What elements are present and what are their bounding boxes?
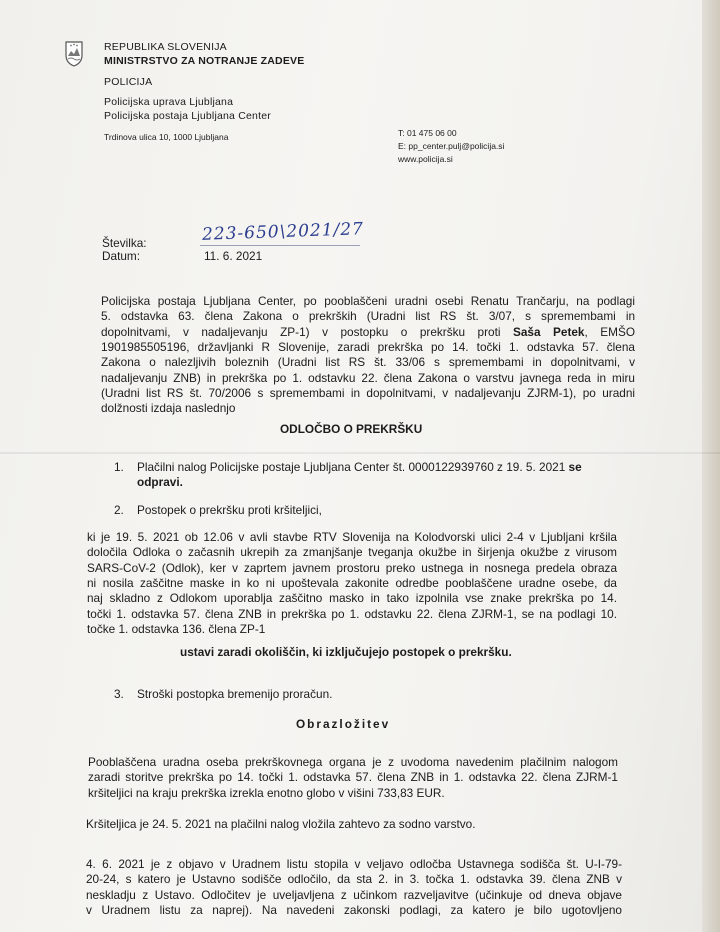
para1-lines-line: zaradi storitve prekrška po 14. točki 1. odstavka 57. člena ZNB in 1. odstavka 22. člena ZJRM-1 <box>88 770 618 785</box>
intro-lines-line: dopolnitvami, v nadaljevanju ZP-1) v postopku o prekršku proti Saša Petek, EMŠO <box>101 324 635 339</box>
reasoning-paragraph-2: Kršiteljica je 24. 5. 2021 na plačilni nalog vložila zahtevo za sodno varstvo. <box>86 817 476 831</box>
header-directorate: Policijska uprava Ljubljana <box>104 96 234 108</box>
number-label: Številka: <box>102 236 147 250</box>
item2-lines-line: naj skladno z Odlokom uporablja zaščitno masko in tako izpolnila vse znake prekrška po 14. <box>87 591 617 606</box>
header-email: E: pp_center.pulj@policija.si <box>398 141 505 151</box>
page-edge <box>702 0 720 932</box>
item3-text: Stroški postopka bremenijo proračun. <box>137 687 333 701</box>
item1-text <box>137 460 582 475</box>
item2-lines-line: točki 1. odstavka 57. člena ZNB in prekrška po 1. odstavku 22. člena ZJRM-1, se na podlagi 10. <box>87 606 617 621</box>
header-station: Policijska postaja Ljubljana Center <box>104 110 271 122</box>
number-value-handwritten: 223-650\2021/27 <box>201 219 365 245</box>
paper-fold <box>0 452 720 454</box>
para3-lines-line: v Uradnem listu za naprej). Na navedeni zakonski podlagi, za katero je bilo ugotovljeno <box>86 902 622 917</box>
item2-lines-line: SARS-CoV-2 (Odlok), ker v zaprtem javnem prostoru preko ustnega in nosnega predela obraza <box>87 560 617 575</box>
intro-lines-line: Zakona o nalezljivih boleznih (Uradni list RS št. 33/06 s spremembami in dopolnitvami, v <box>101 355 635 370</box>
item1-number: 1. <box>114 460 124 474</box>
item2-conclusion: ustavi zaradi okoliščin, ki izključujejo postopek o prekršku. <box>180 645 512 659</box>
intro-lines-line: Policijska postaja Ljubljana Center, po pooblaščeni uradni osebi Renatu Trančarju, na podlagi <box>101 294 635 308</box>
header-phone: T: 01 475 06 00 <box>398 128 457 138</box>
para1-lines-line: kršiteljici na kraju prekrška izrekla enotno globo v višini 733,83 EUR. <box>88 785 445 800</box>
item2-lines-line: ni nosila zaščitne maske in ko ni upoštevala zakonite odredbe pooblaščene uradne osebe, da <box>87 575 617 590</box>
item2-lines-line: določila Odloka o začasnih ukrepih za zmanjšanje tveganja okužbe in širjenja okužbe z virusom <box>87 545 617 560</box>
para1-lines-line: Pooblaščena uradna oseba prekrškovnega organa je z uvodoma navedenim plačilnim nalogom <box>88 755 618 769</box>
reasoning-title: Obrazložitev <box>296 717 391 731</box>
item2-number: 2. <box>114 503 124 517</box>
item1-bold-tail: se <box>568 460 582 474</box>
header-address: Trdinova ulica 10, 1000 Ljubljana <box>104 132 229 142</box>
item1-bold-line2: odpravi. <box>137 475 183 489</box>
header-police: POLICIJA <box>104 76 153 88</box>
header-republic: REPUBLIKA SLOVENIJA <box>104 41 227 53</box>
para3-lines-line: neskladju z Ustavo. Odločitev je uveljavljena z učinkom razveljavitve (učinkuje od dneva objave <box>86 887 622 902</box>
intro-lines-line: 5. odstavka 63. člena Zakona o prekrških (Uradni list RS št. 3/07, s spremembami in <box>101 309 635 324</box>
decision-title: ODLOČBO O PREKRŠKU <box>280 422 423 436</box>
intro-lines-line: nadaljevanju ZNB) in prekrška po 1. odstavku 22. člena Zakona o varstvu javnega reda in miru <box>101 370 635 385</box>
item2-lines-line: točke 1. odstavka 136. člena ZP-1 <box>87 621 266 636</box>
header-ministry: MINISTRSTVO ZA NOTRANJE ZADEVE <box>104 55 305 67</box>
para3-lines-line: 4. 6. 2021 je z objavo v Uradnem listu stopila v veljavo odločba Ustavnega sodišča št. U-I-79- <box>86 857 622 871</box>
item3-number: 3. <box>114 687 124 701</box>
defendant-name: Saša Petek <box>512 324 585 339</box>
para3-lines-line: 20-24, s katero je Ustavno sodišče odločilo, da sta 2. in 3. točka 1. odstavka 39. člena ZNB v <box>86 872 622 887</box>
item2-lines-line: ki je 19. 5. 2021 ob 12.06 v avli stavbe RTV Slovenija na Kolodvorski ulici 2-4 v Ljubljani kršila <box>87 530 617 544</box>
date-value: 11. 6. 2021 <box>204 249 263 263</box>
item1-text-main: Plačilni nalog Policijske postaje Ljubljana Center št. 0000122939760 z 19. 5. 2021 <box>137 460 566 474</box>
coat-of-arms-icon <box>64 41 84 67</box>
header-web: www.policija.si <box>398 154 453 164</box>
intro-lines-line: (Uradni list RS št. 70/2006 s spremembami in dopolnitvami, v nadaljevanju ZJRM-1), po uradni <box>101 385 635 400</box>
item2-text: Postopek o prekršku proti kršiteljici, <box>137 503 322 517</box>
intro-lines-line: 1901985505196, državljanki R Slovenije, zaradi prekrška po 14. točki 1. odstavka 57. člena <box>101 339 635 354</box>
intro-lines-line: dolžnosti izdaja naslednjo <box>101 401 236 416</box>
date-label: Datum: <box>102 249 141 263</box>
number-underline <box>200 245 360 246</box>
